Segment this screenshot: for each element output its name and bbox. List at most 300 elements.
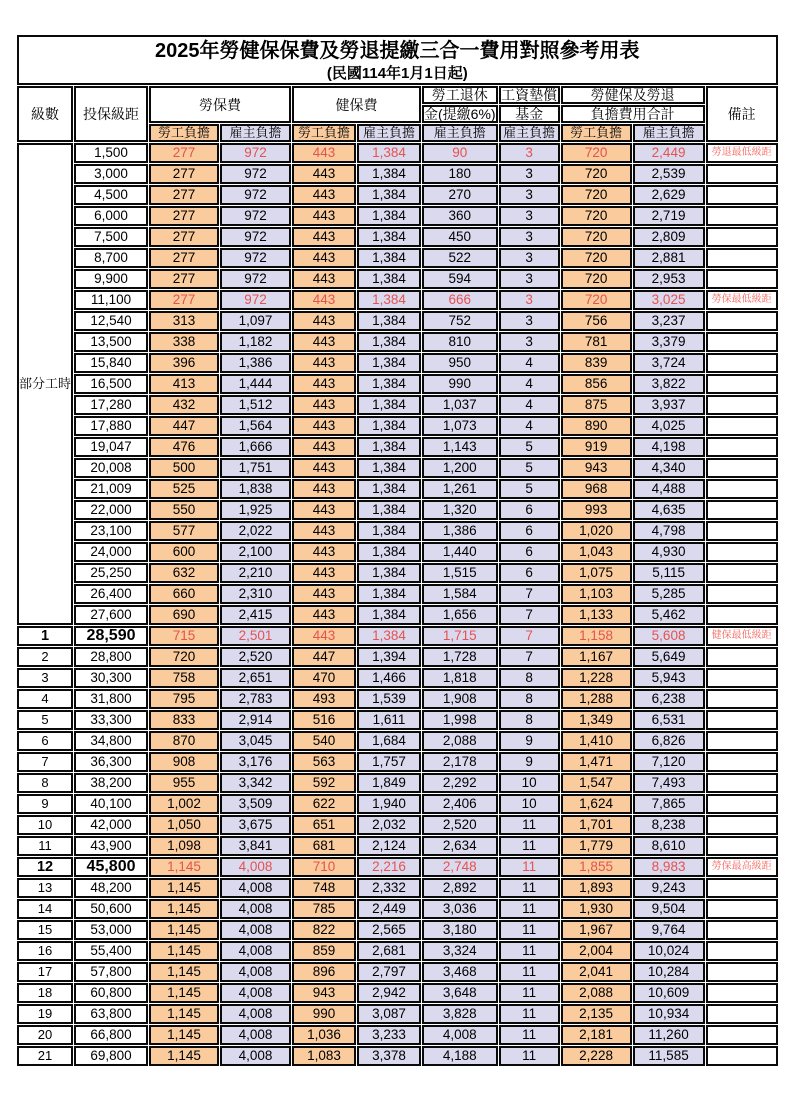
value-cell: 180 [422,164,498,184]
bracket-cell: 48,200 [74,878,148,898]
value-cell: 2,809 [633,227,705,247]
value-cell: 11,260 [633,1025,705,1045]
value-cell: 3,468 [422,962,498,982]
value-cell: 8 [499,710,560,730]
value-cell: 5 [499,458,560,478]
value-cell: 4,198 [633,437,705,457]
bracket-cell: 38,200 [74,773,148,793]
value-cell: 839 [561,353,632,373]
remark-cell [706,647,778,667]
level-cell: 15 [17,920,73,940]
value-cell: 443 [292,521,356,541]
value-cell: 277 [149,143,219,163]
remark-cell [706,164,778,184]
value-cell: 5,115 [633,563,705,583]
value-cell: 8,238 [633,815,705,835]
value-cell: 720 [561,206,632,226]
value-cell: 972 [220,290,291,310]
value-cell: 4,188 [422,1046,498,1066]
value-cell: 2,748 [422,857,498,877]
value-cell: 7 [499,584,560,604]
value-cell: 4,008 [220,878,291,898]
value-cell: 3,045 [220,731,291,751]
header-row-1 [17,86,778,104]
value-cell: 432 [149,395,219,415]
bracket-cell: 7,500 [74,227,148,247]
value-cell: 4,488 [633,479,705,499]
table-row [17,269,778,289]
col-header-health-insurance: 健保費 [292,86,421,123]
value-cell: 1,656 [422,605,498,625]
value-cell: 4 [499,374,560,394]
bracket-cell: 8,700 [74,248,148,268]
table-row [17,647,778,667]
remark-cell [706,731,778,751]
bracket-cell: 25,250 [74,563,148,583]
table-row [17,395,778,415]
remark-cell [706,437,778,457]
bracket-cell: 13,500 [74,332,148,352]
value-cell: 1,940 [357,794,421,814]
value-cell: 875 [561,395,632,415]
bracket-cell: 50,600 [74,899,148,919]
table-row [17,626,778,646]
page-subtitle: (民國114年1月1日起) [326,64,468,82]
value-cell: 681 [292,836,356,856]
value-cell: 2,942 [357,983,421,1003]
value-cell: 1,849 [357,773,421,793]
value-cell: 2,629 [633,185,705,205]
value-cell: 563 [292,752,356,772]
remark-cell [706,416,778,436]
value-cell: 9 [499,731,560,751]
value-cell: 1,384 [357,227,421,247]
value-cell: 1,684 [357,731,421,751]
value-cell: 277 [149,206,219,226]
value-cell: 1,779 [561,836,632,856]
value-cell: 2,449 [633,143,705,163]
table-row [17,374,778,394]
remark-cell: 健保最低級距 [706,626,778,646]
value-cell: 890 [561,416,632,436]
remark-cell [706,332,778,352]
value-cell: 1,145 [149,878,219,898]
value-cell: 3,841 [220,836,291,856]
value-cell: 1,384 [357,521,421,541]
remark-cell [706,185,778,205]
value-cell: 2,881 [633,248,705,268]
value-cell: 2,449 [357,899,421,919]
value-cell: 1,611 [357,710,421,730]
value-cell: 1,925 [220,500,291,520]
value-cell: 447 [292,647,356,667]
value-cell: 1,512 [220,395,291,415]
value-cell: 1,145 [149,1025,219,1045]
value-cell: 690 [149,605,219,625]
value-cell: 3,509 [220,794,291,814]
value-cell: 1,384 [357,290,421,310]
value-cell: 443 [292,227,356,247]
table-row [17,164,778,184]
value-cell: 516 [292,710,356,730]
bracket-cell: 55,400 [74,941,148,961]
value-cell: 4 [499,395,560,415]
value-cell: 1,440 [422,542,498,562]
value-cell: 2,100 [220,542,291,562]
value-cell: 2,088 [422,731,498,751]
value-cell: 1,757 [357,752,421,772]
level-cell: 19 [17,1004,73,1024]
bracket-cell: 19,047 [74,437,148,457]
remark-cell [706,941,778,961]
value-cell: 470 [292,668,356,688]
value-cell: 277 [149,248,219,268]
value-cell: 4,008 [220,857,291,877]
value-cell: 443 [292,584,356,604]
value-cell: 1,320 [422,500,498,520]
value-cell: 3,233 [357,1025,421,1045]
value-cell: 1,228 [561,668,632,688]
value-cell: 360 [422,206,498,226]
value-cell: 11 [499,1046,560,1066]
value-cell: 522 [422,248,498,268]
value-cell: 3 [499,143,560,163]
value-cell: 1,624 [561,794,632,814]
bracket-cell: 3,000 [74,164,148,184]
table-row [17,731,778,751]
bracket-cell: 40,100 [74,794,148,814]
value-cell: 720 [561,269,632,289]
bracket-cell: 12,540 [74,311,148,331]
level-cell: 5 [17,710,73,730]
value-cell: 443 [292,290,356,310]
remark-cell [706,899,778,919]
remark-cell [706,815,778,835]
value-cell: 908 [149,752,219,772]
value-cell: 955 [149,773,219,793]
value-cell: 2,004 [561,941,632,961]
level-cell: 11 [17,836,73,856]
value-cell: 2,022 [220,521,291,541]
value-cell: 810 [422,332,498,352]
value-cell: 9 [499,752,560,772]
table-row [17,689,778,709]
value-cell: 4,008 [220,920,291,940]
value-cell: 972 [220,143,291,163]
value-cell: 1,167 [561,647,632,667]
value-cell: 493 [292,689,356,709]
value-cell: 2,181 [561,1025,632,1045]
value-cell: 2,178 [422,752,498,772]
bracket-cell: 6,000 [74,206,148,226]
subheader-health-employer: 雇主負擔 [357,124,421,142]
value-cell: 4 [499,416,560,436]
table-body [17,143,778,1066]
value-cell: 632 [149,563,219,583]
value-cell: 2,332 [357,878,421,898]
value-cell: 972 [220,248,291,268]
value-cell: 11 [499,815,560,835]
remark-cell [706,584,778,604]
value-cell: 7,865 [633,794,705,814]
table-row [17,605,778,625]
value-cell: 7 [499,647,560,667]
bracket-cell: 24,000 [74,542,148,562]
level-cell: 17 [17,962,73,982]
bracket-cell: 9,900 [74,269,148,289]
value-cell: 11 [499,857,560,877]
bracket-cell: 28,800 [74,647,148,667]
value-cell: 833 [149,710,219,730]
value-cell: 525 [149,479,219,499]
value-cell: 720 [561,227,632,247]
table-row [17,437,778,457]
value-cell: 11 [499,1025,560,1045]
value-cell: 10 [499,773,560,793]
table-row [17,920,778,940]
value-cell: 896 [292,962,356,982]
value-cell: 5 [499,437,560,457]
value-cell: 993 [561,500,632,520]
value-cell: 1,384 [357,542,421,562]
value-cell: 3,036 [422,899,498,919]
value-cell: 1,384 [357,500,421,520]
value-cell: 1,037 [422,395,498,415]
value-cell: 4,008 [220,1025,291,1045]
value-cell: 277 [149,164,219,184]
value-cell: 781 [561,332,632,352]
value-cell: 972 [220,227,291,247]
value-cell: 11 [499,941,560,961]
value-cell: 1,020 [561,521,632,541]
col-header-pension-line2: 金(提繳6%) [424,106,496,122]
value-cell: 4,008 [422,1025,498,1045]
remark-cell [706,542,778,562]
table-row [17,143,778,163]
value-cell: 1,471 [561,752,632,772]
remark-cell [706,227,778,247]
value-cell: 4,025 [633,416,705,436]
bracket-cell: 1,500 [74,143,148,163]
remark-cell [706,605,778,625]
value-cell: 1,384 [357,605,421,625]
value-cell: 1,818 [422,668,498,688]
value-cell: 870 [149,731,219,751]
value-cell: 2,210 [220,563,291,583]
table-row [17,878,778,898]
value-cell: 1,384 [357,437,421,457]
col-header-bracket: 投保級距 [74,86,148,142]
value-cell: 1,410 [561,731,632,751]
value-cell: 447 [149,416,219,436]
value-cell: 4,340 [633,458,705,478]
remark-cell: 勞保最高級距 [706,857,778,877]
table-row [17,353,778,373]
value-cell: 720 [561,248,632,268]
value-cell: 990 [422,374,498,394]
value-cell: 338 [149,332,219,352]
remark-cell [706,1046,778,1066]
value-cell: 1,701 [561,815,632,835]
value-cell: 277 [149,227,219,247]
value-cell: 277 [149,269,219,289]
value-cell: 443 [292,542,356,562]
value-cell: 2,783 [220,689,291,709]
value-cell: 972 [220,269,291,289]
level-cell: 16 [17,941,73,961]
value-cell: 10 [499,794,560,814]
value-cell: 720 [561,143,632,163]
bracket-cell: 66,800 [74,1025,148,1045]
value-cell: 4,008 [220,1004,291,1024]
value-cell: 600 [149,542,219,562]
bracket-cell: 33,300 [74,710,148,730]
remark-cell: 勞保最低級距 [706,290,778,310]
table-row [17,962,778,982]
value-cell: 3,176 [220,752,291,772]
value-cell: 11 [499,878,560,898]
value-cell: 1,384 [357,185,421,205]
value-cell: 1,715 [422,626,498,646]
table-row [17,983,778,1003]
remark-cell [706,500,778,520]
remark-cell [706,248,778,268]
value-cell: 2,892 [422,878,498,898]
remark-cell [706,521,778,541]
table-row [17,710,778,730]
value-cell: 1,384 [357,248,421,268]
value-cell: 1,073 [422,416,498,436]
value-cell: 1,145 [149,983,219,1003]
value-cell: 1,043 [561,542,632,562]
bracket-cell: 34,800 [74,731,148,751]
value-cell: 1,998 [422,710,498,730]
level-cell: 4 [17,689,73,709]
col-header-total-line2: 負擔費用合計 [561,105,705,123]
bracket-cell: 20,008 [74,458,148,478]
value-cell: 1,386 [422,521,498,541]
remark-cell [706,836,778,856]
value-cell: 4,008 [220,983,291,1003]
value-cell: 2,088 [561,983,632,1003]
remark-cell [706,794,778,814]
value-cell: 3,378 [357,1046,421,1066]
value-cell: 3,675 [220,815,291,835]
value-cell: 500 [149,458,219,478]
value-cell: 396 [149,353,219,373]
value-cell: 443 [292,626,356,646]
value-cell: 443 [292,416,356,436]
value-cell: 1,098 [149,836,219,856]
remark-cell [706,689,778,709]
value-cell: 2,216 [357,857,421,877]
value-cell: 2,041 [561,962,632,982]
value-cell: 2,406 [422,794,498,814]
table-row [17,332,778,352]
level-cell: 10 [17,815,73,835]
value-cell: 1,751 [220,458,291,478]
value-cell: 795 [149,689,219,709]
bracket-cell: 57,800 [74,962,148,982]
value-cell: 3,180 [422,920,498,940]
value-cell: 1,075 [561,563,632,583]
value-cell: 2,634 [422,836,498,856]
value-cell: 3 [499,164,560,184]
value-cell: 443 [292,164,356,184]
value-cell: 443 [292,563,356,583]
value-cell: 10,609 [633,983,705,1003]
value-cell: 4,930 [633,542,705,562]
value-cell: 10,284 [633,962,705,982]
value-cell: 443 [292,374,356,394]
value-cell: 443 [292,269,356,289]
remark-cell [706,563,778,583]
bracket-cell: 31,800 [74,689,148,709]
value-cell: 1,145 [149,920,219,940]
table-row [17,311,778,331]
value-cell: 943 [561,458,632,478]
col-header-remark: 備註 [706,86,778,142]
value-cell: 2,501 [220,626,291,646]
value-cell: 1,384 [357,563,421,583]
table-row [17,290,778,310]
value-cell: 859 [292,941,356,961]
value-cell: 720 [561,290,632,310]
value-cell: 3,828 [422,1004,498,1024]
subheader-fund-employer: 雇主負擔 [499,124,560,142]
table-row [17,752,778,772]
value-cell: 8,610 [633,836,705,856]
value-cell: 3,342 [220,773,291,793]
value-cell: 11,585 [633,1046,705,1066]
value-cell: 1,584 [422,584,498,604]
value-cell: 710 [292,857,356,877]
value-cell: 443 [292,479,356,499]
value-cell: 11 [499,983,560,1003]
table-row [17,248,778,268]
value-cell: 4,008 [220,899,291,919]
value-cell: 1,666 [220,437,291,457]
value-cell: 443 [292,353,356,373]
value-cell: 950 [422,353,498,373]
bracket-cell: 15,840 [74,353,148,373]
bracket-cell: 16,500 [74,374,148,394]
value-cell: 1,384 [357,584,421,604]
value-cell: 2,292 [422,773,498,793]
value-cell: 990 [292,1004,356,1024]
value-cell: 443 [292,395,356,415]
table-row [17,563,778,583]
table-row [17,836,778,856]
value-cell: 1,384 [357,395,421,415]
value-cell: 756 [561,311,632,331]
value-cell: 5,649 [633,647,705,667]
table-row [17,458,778,478]
value-cell: 10,024 [633,941,705,961]
value-cell: 856 [561,374,632,394]
value-cell: 1,261 [422,479,498,499]
value-cell: 1,145 [149,941,219,961]
value-cell: 1,855 [561,857,632,877]
value-cell: 443 [292,185,356,205]
value-cell: 3,237 [633,311,705,331]
value-cell: 1,145 [149,962,219,982]
value-cell: 90 [422,143,498,163]
value-cell: 540 [292,731,356,751]
remark-cell [706,773,778,793]
value-cell: 1,386 [220,353,291,373]
subheader-pension-employer: 雇主負擔 [422,124,498,142]
